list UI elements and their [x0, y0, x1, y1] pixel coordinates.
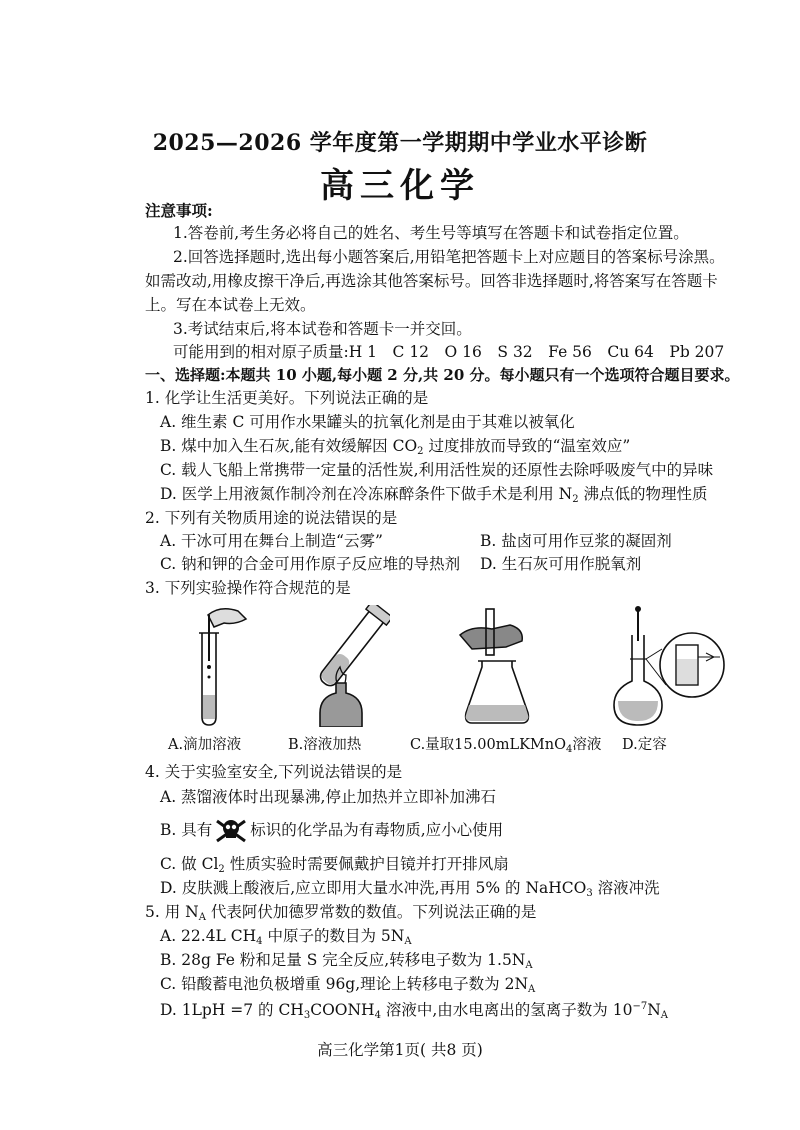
- q4-option-d: D. 皮肤溅上酸液后,应立即用大量水冲洗,再用 5% 的 NaHCO$_3$ 溶液冲洗: [160, 879, 660, 899]
- caption-b: B.溶液加热: [288, 737, 362, 753]
- skull-crossbones-icon: [214, 817, 248, 843]
- page-footer: 高三化学第1页( 共8 页): [317, 1041, 483, 1059]
- q1-option-b: B. 煤中加入生石灰,能有效缓解因 $CO_2$ 过度排放而导致的“温室效应”: [160, 437, 631, 457]
- q4-option-a: A. 蒸馏液体时出现暴沸,停止加热并立即补加沸石: [160, 788, 496, 806]
- q5-stem: 5. 用 $N_A$ 代表阿伏加德罗常数的数值。下列说法正确的是: [145, 903, 537, 923]
- caption-a: A.滴加溶液: [168, 737, 242, 753]
- q2-option-d: D. 生石灰可用作脱氧剂: [480, 555, 642, 573]
- q2-option-b: B. 盐卤可用作豆浆的凝固剂: [480, 532, 672, 550]
- figure-b-heating: [290, 605, 390, 727]
- notice-heading: 注意事项:: [145, 201, 213, 220]
- atomic-masses: 可能用到的相对原子质量:H 1 C 12 O 16 S 32 Fe 56 Cu 64 Pb 207: [173, 343, 725, 361]
- q2-option-a: A. 干冰可用在舞台上制造“云雾”: [160, 532, 383, 550]
- q3-stem: 3. 下列实验操作符合规范的是: [145, 579, 351, 597]
- q4-stem: 4. 关于实验室安全,下列说法错误的是: [145, 763, 403, 781]
- q5-option-c: C. 铅酸蓄电池负极增重 96g,理论上转移电子数为 $2N_A$: [160, 975, 536, 995]
- caption-d: D.定容: [622, 737, 667, 753]
- section-1-heading: 一、选择题:本题共 10 小题,每小题 2 分,共 20 分。每小题只有一个选项符合题目要求。: [145, 366, 740, 384]
- notice-item-2a: 2.回答选择题时,选出每小题答案后,用铅笔把答题卡上对应题目的答案标号涂黑。: [173, 248, 725, 266]
- q5-option-b: B. 28g Fe 粉和足量 S 完全反应,转移电子数为 $1.5N_A$: [160, 951, 533, 971]
- q1-stem: 1. 化学让生活更美好。下列说法正确的是: [145, 389, 429, 407]
- q1-option-c: C. 载人飞船上常携带一定量的活性炭,利用活性炭的还原性去除呼吸废气中的异味: [160, 461, 714, 479]
- q4-option-b: B. 具有 标识的化学品为有毒物质,应小心使用: [160, 817, 503, 843]
- notice-item-3: 3.考试结束后,将本试卷和答题卡一并交回。: [173, 320, 472, 338]
- q1-option-a: A. 维生素 C 可用作水果罐头的抗氧化剂是由于其难以被氧化: [160, 413, 575, 431]
- q4-option-c: C. 做 $Cl_2$ 性质实验时需要佩戴护目镜并打开排风扇: [160, 855, 509, 875]
- q2-option-c: C. 钠和钾的合金可用作原子反应堆的导热剂: [160, 555, 461, 573]
- q1-option-d: D. 医学上用液氮作制冷剂在冷冻麻醉条件下做手术是利用 $N_2$ 沸点低的物理性质: [160, 485, 708, 505]
- q2-stem: 2. 下列有关物质用途的说法错误的是: [145, 509, 398, 527]
- figure-a-dropping: [180, 605, 250, 727]
- subject-title: 高三化学: [320, 166, 480, 206]
- notice-item-2c: 上。写在本试卷上无效。: [145, 296, 316, 314]
- q5-option-d: D. 1LpH =7 的 $CH_3COONH_4$ 溶液中,由水电离出的氢离子数为 $10^{-7}N_A$: [160, 1001, 669, 1021]
- exam-title: 2025—2026 学年度第一学期期中学业水平诊断: [152, 130, 648, 156]
- figure-c-measuring: [452, 605, 542, 727]
- figure-d-flask: [610, 605, 730, 727]
- notice-item-1: 1.答卷前,考生务必将自己的姓名、考生号等填写在答题卡和试卷指定位置。: [173, 224, 689, 242]
- caption-c: C.量取15.00mLKMnO$_4$溶液: [410, 737, 602, 755]
- notice-item-2b: 如需改动,用橡皮擦干净后,再选涂其他答案标号。回答非选择题时,将答案写在答题卡: [145, 272, 718, 290]
- q5-option-a: A. 22.4L $CH_4$ 中原子的数目为 $5N_A$: [160, 927, 412, 947]
